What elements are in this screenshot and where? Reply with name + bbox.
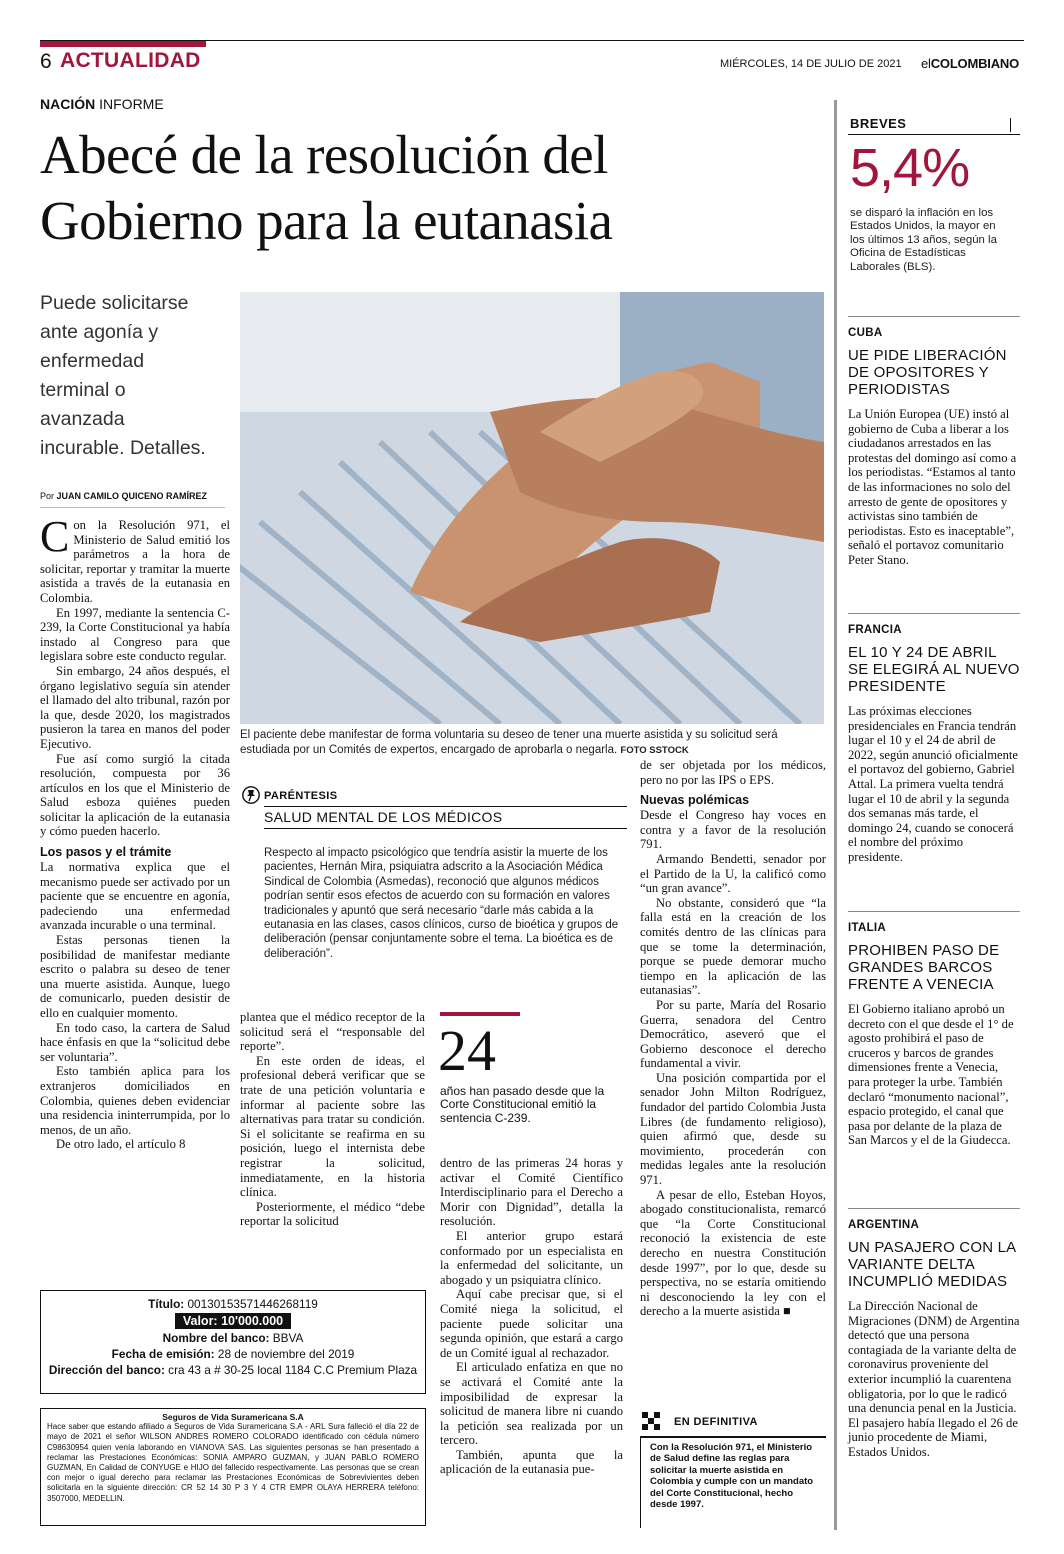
valor-row: Valor: 10'000.000 xyxy=(175,1313,291,1329)
brand-name: COLOMBIANO xyxy=(930,56,1019,71)
breves-country: CUBA xyxy=(848,327,883,339)
en-definitiva-rule xyxy=(640,1436,826,1438)
paragraph: Desde el Congreso hay voces en contra y a favor de la resolución 791. xyxy=(640,808,826,852)
breves-separator xyxy=(848,613,1020,614)
deck-line: Puede solicitarse xyxy=(40,292,189,314)
paragraph-text: on la Resolución 971, el Ministerio de Salud emitió los parámetros a la hora de solicitar, reportar y tramitar la muerte asistida a través de la eutanasia en Colombia. xyxy=(40,518,230,605)
breves-headline: EL 10 Y 24 DE ABRIL SE ELEGIRÁ AL NUEVO PRESIDENTE xyxy=(848,644,1020,695)
page-number: 6 xyxy=(40,50,52,73)
paragraph: Esto también aplica para los extranjeros domiciliados en Colombia, quienes deben evidenciar una residencia ininterrumpida, por lo menos, de un año. xyxy=(40,1064,230,1137)
fecha-row xyxy=(41,1346,425,1362)
breves-headline: UN PASAJERO CON LA VARIANTE DELTA INCUMPLIÓ MEDIDAS xyxy=(848,1239,1016,1290)
paragraph: Estas personas tienen la posibilidad de manifestar mediante escrito o palabra su deseo de tener una muerte asistida. Aunque, luego de comunicarlo, pueden desistir de ello en cualquier momento. xyxy=(40,933,230,1020)
paragraph: En todo caso, la cartera de Salud hace énfasis en que la “solicitud debe ser voluntaria”. xyxy=(40,1020,230,1064)
paragraph: plantea que el médico receptor de la solicitud será el “responsable del reporte”. xyxy=(240,1010,425,1054)
deck-line: incurable. Detalles. xyxy=(40,437,206,459)
paragraph: De otro lado, el artículo 8 xyxy=(56,1137,186,1152)
paragraph: Aquí cabe precisar que, si el Comité niega la solicitud, el paciente puede solicitar una segunda opinión, que estará a cargo de un Comité igual al rechazador. xyxy=(440,1287,623,1360)
breves-headline: UE PIDE LIBERACIÓN DE OPOSITORES Y PERIODISTAS xyxy=(848,347,1007,398)
breves-country: FRANCIA xyxy=(848,624,902,636)
drop-cap: C xyxy=(40,512,70,561)
breves-headline: PROHIBEN PASO DE GRANDES BARCOS FRENTE A VENECIA xyxy=(848,942,1000,993)
breves-item-francia xyxy=(848,613,1020,865)
paragraph: Por su parte, María del Rosario Guerra, senadora del Centro Democrático, aseveró que el Gobierno desconoce el derecho fundamental a vivir. xyxy=(640,997,826,1071)
parentesis-label: PARÉNTESIS xyxy=(264,790,338,802)
parentesis-title: SALUD MENTAL DE LOS MÉDICOS xyxy=(264,809,503,825)
article-deck xyxy=(40,289,235,463)
titulo-value: 00130153571446268119 xyxy=(187,1297,318,1311)
paragraph: Sin embargo, 24 años después, el órgano legislativo seguía sin atender el llamado del alto tribunal, razón por la que, desde 2020, los magistrados pusieron la tarea en manos del poder Ejecutivo. xyxy=(40,663,230,751)
breves-separator xyxy=(848,1208,1020,1209)
titulo-row xyxy=(41,1296,425,1312)
legal-notice xyxy=(40,1408,426,1526)
parentesis-rule-2 xyxy=(264,828,627,829)
en-definitiva-label: EN DEFINITIVA xyxy=(674,1416,758,1428)
breves-separator xyxy=(848,911,1020,912)
subhead: Los pasos y el trámite xyxy=(40,845,172,860)
breves-sidebar-border xyxy=(834,100,837,1530)
stat-text: años han pasado desde que la Corte Constitucional emitió la sentencia C-239. xyxy=(440,1084,605,1125)
paragraph: Posteriormente, el médico “debe reportar la solicitud xyxy=(240,1199,425,1229)
title-line-1: Abecé de la resolución del xyxy=(40,124,608,185)
byline-name: JUAN CAMILO QUICENO RAMÍREZ xyxy=(56,491,208,501)
article-photo xyxy=(240,292,824,724)
en-definitiva-box xyxy=(640,1408,826,1528)
breves-header-rule xyxy=(848,134,1020,135)
section-label: ACTUALIDAD xyxy=(60,49,201,72)
paragraph: Fue así como surgió la citada resolución, compuesta por 36 artículos en los que el Ministerio de Salud esboza quiénes pueden solicitar la aplicación de la eutanasia y cómo pueden hacerlo. xyxy=(40,751,230,839)
fecha-label: Fecha de emisión: xyxy=(111,1347,215,1361)
breves-stat-text: se disparó la inflación en los Estados Unidos, la mayor en los últimos 13 años, según la Oficina de Estadísticas Laborales (BLS). xyxy=(850,207,997,273)
fecha-value: 28 de noviembre del 2019 xyxy=(217,1347,355,1361)
paragraph: El articulado enfatiza en que no se activará el Comité ante la imposibilidad de expresar la solicitud de manera libre ni cuando la petición sea realizada por un tercero. xyxy=(440,1360,623,1448)
paragraph: Una posición compartida por el senador John Milton Rodríguez, fundador del partido Colombia Justa Libres (de fundamento religioso), quien afirmó que, desde su movimiento, procederán con medidas legales ante la resolución 971. xyxy=(640,1070,826,1188)
article-title xyxy=(40,122,612,254)
deck-line: terminal o xyxy=(40,379,126,401)
en-definitiva-text: Con la Resolución 971, el Ministerio de Salud define las reglas para solicitar la muerte asistida en Colombia y cumple con un mandato del Corte Constitucional, hecho desde 1997. xyxy=(650,1442,814,1511)
breves-stat-number: 5,4% xyxy=(850,138,970,198)
title-line-2: Gobierno para la eutanasia xyxy=(40,190,613,251)
subhead: Nuevas polémicas xyxy=(640,793,750,808)
photo-credit: FOTO SSTOCK xyxy=(620,744,689,756)
banco-label: Nombre del banco: xyxy=(162,1331,270,1345)
breves-item-italia xyxy=(848,911,1020,1148)
paragraph: dentro de las primeras 24 horas y activar el Comité Científico Interdisciplinario para el Derecho a Morir con Dignidad”, detalla la resolución. xyxy=(440,1156,623,1229)
lost-title-notice xyxy=(40,1290,426,1394)
breves-header: BREVES xyxy=(850,116,907,131)
paragraph: El anterior grupo estará conformado por un especialista en la enfermedad del solicitante, un abogado y un psiquiatra clínico. xyxy=(440,1228,623,1287)
byline-prefix: Por xyxy=(40,491,55,501)
paragraph: de ser objetada por los médicos, pero no por las IPS o EPS. xyxy=(640,758,826,787)
brand-logo xyxy=(921,56,1019,71)
article-column-1 xyxy=(40,512,230,1152)
parentesis-text: Respecto al impacto psicológico que tendría asistir la muerte de los pacientes, Hernán Mira, psiquiatra adscrito a la Asociación Médica Sindical de Colombia (Asmedas), reconoció que algunos médicos podrían sentir esos efectos de acuerdo con su formación en valores tradicionales y apuntó que será necesario “darle más cabida a la eutanasia en las clases, casos clínicos, curso de bioética y grupos de deliberación (pensar conjuntamente sobre el tema. La bioética es de deliberación”. xyxy=(264,847,619,960)
breves-side-rule xyxy=(1010,118,1011,132)
direccion-value: cra 43 a # 30-25 local 1184 C.C Premium Plaza xyxy=(168,1363,418,1377)
brand-prefix: el xyxy=(921,56,931,71)
article-column-3 xyxy=(440,1156,623,1477)
paragraph: Armando Bendetti, senador por el Partido de la U, la calificó como “un gran avance”. xyxy=(640,851,826,896)
breves-text: El Gobierno italiano aprobó un decreto con el que desde el 1° de agosto prohibirá el paso de cruceros y barcos de grandes dimensiones frente a Venecia, para proteger la urbe. También declaró “monumento nacional”, espacio protegido, el canal que pasa por delante de la plaza de San Marcos y el de la Giudecca. xyxy=(848,1002,1014,1148)
byline xyxy=(40,491,207,501)
direccion-row xyxy=(41,1362,425,1378)
parentesis-box xyxy=(240,782,630,992)
banco-row xyxy=(41,1330,425,1346)
stat-number: 24 xyxy=(438,1018,496,1083)
masthead-accent-bar xyxy=(40,40,206,47)
article-column-2 xyxy=(240,1010,425,1229)
breves-item-cuba xyxy=(848,316,1020,568)
breves-country: ITALIA xyxy=(848,922,886,934)
breves-text: La Unión Europea (UE) instó al gobierno de Cuba a liberar a los ciudadanos arrestados en las protestas del domingo así como a los periodistas. “Estamos al tanto de las informaciones no solo del arresto de gente de opositores y activistas sino también de periodistas. Esto es inaceptable”, señaló el portavoz comunitario Peter Stano. xyxy=(848,407,1017,567)
paragraph: En 1997, mediante la sentencia C-239, la Corte Constitucional ya había instado al Congreso para que legislara sobre este conducto regular. xyxy=(40,605,230,664)
article-kicker xyxy=(40,96,164,112)
breves-separator xyxy=(848,316,1020,317)
paragraph: A pesar de ello, Esteban Hoyos, abogado constitucionalista, remarcó que “la Corte Constitucional reconoció la existencia de este derecho en nuestra Constitución desde 1997”, por lo que, desde su perspectiva, no se estaría omitiendo ni desconociendo la ley con el derecho a la muerte asistida ■ xyxy=(640,1187,826,1319)
stat-accent-bar xyxy=(440,1012,520,1016)
legal-notice-text: Hace saber que estando afiliado a Seguros de Vida Suramericana S.A - ARL Sura falleció el día 22 de mayo de 2021 el señor WILSON ANDRES ROMERO COLORADO identificado con cédula número C98630954 quien venía laborando en VIANOVA SAS. Las siguientes personas se han presentado a reclamar las Prestaciones Económicas: SONIA AMPARO GUZMAN, y JUAN PABLO ROMERO GUZMAN, En Calidad de CONYUGE e HIJO del fallecido respectivamente. Las personas que se crean con mejor o igual derecho para reclamar las Prestaciones Económicas de Sobrevivientes deben solicitarla en la siguiente dirección: CR 52 14 30 P 3 Y 4 CTR EMPR OLAYA HERRERA teléfono: 3507000, MEDELLIN. xyxy=(47,1422,419,1503)
direccion-label: Dirección del banco: xyxy=(48,1363,165,1377)
caption-text: El paciente debe manifestar de forma voluntaria su deseo de tener una muerte asistida y su solicitud será estudiada por un Comités de expertos, encargado de aprobarla o negarla. xyxy=(240,729,778,756)
checker-icon xyxy=(642,1412,660,1430)
paragraph: No obstante, consideró que “la falla está en la creación de los comités dentro de las clínicas para que se tome la determinación, porque se puede demorar mucho tiempo en la aplicación de las eutanasias”. xyxy=(640,895,826,998)
deck-line: enfermedad xyxy=(40,350,145,372)
legal-notice-title: Seguros de Vida Suramericana S.A xyxy=(162,1412,304,1422)
lead-paragraph xyxy=(40,512,230,606)
photo-caption xyxy=(240,728,824,758)
paragraph: También, apunta que la aplicación de la eutanasia pue- xyxy=(440,1447,623,1477)
byline-rule xyxy=(40,507,225,508)
breves-text: Las próximas elecciones presidenciales en Francia tendrán lugar el 10 y el 24 de abril de 2022, según anunció oficialmente el portavoz del gobierno, Gabriel Attal. La primera vuelta tendrá lugar el 10 de abril y la segunda dos semanas más tarde, el domingo 24, cuando se conocerá el nombre del próximo presidente. xyxy=(848,704,1018,864)
breves-country: ARGENTINA xyxy=(848,1219,920,1231)
breves-text: La Dirección Nacional de Migraciones (DNM) de Argentina detectó que una persona contagiada de la variante delta de coronavirus proveniente del exterior incumplió la cuarentena obligatoria, por lo que le radicó una denuncia penal en la Justicia. El pasajero había llegado el 26 de junio procedente de Miami, Estados Unidos. xyxy=(848,1299,1020,1459)
issue-date: MIÉRCOLES, 14 DE JULIO DE 2021 xyxy=(720,58,902,70)
paragraph: La normativa explica que el mecanismo puede ser activado por un paciente que se encuentre en agonía, padeciendo una enfermedad avanzada incurable o una terminal. xyxy=(40,860,230,933)
deck-line: ante agonía y xyxy=(40,321,159,343)
parentesis-rule-1 xyxy=(264,806,627,807)
pushpin-icon xyxy=(242,786,260,804)
kicker-light: INFORME xyxy=(99,96,164,112)
banco-value: BBVA xyxy=(272,1331,304,1345)
titulo-label: Título: xyxy=(148,1297,185,1311)
en-definitiva-side-rule xyxy=(640,1436,641,1528)
holding-hands-illustration xyxy=(240,292,824,724)
paragraph: En este orden de ideas, el profesional deberá verificar que se trate de una petición voluntaria e informar al paciente sobre las alternativas para tratar su condición. Si el solicitante se reafirma en su posición, luego el internista debe registrar la solicitud, inmediatamente, en la historia clínica. xyxy=(240,1053,425,1200)
masthead-rule xyxy=(40,40,1024,41)
kicker-bold: NACIÓN xyxy=(40,96,96,112)
article-column-4 xyxy=(640,758,826,1319)
breves-item-argentina xyxy=(848,1208,1020,1460)
deck-line: avanzada xyxy=(40,408,125,430)
